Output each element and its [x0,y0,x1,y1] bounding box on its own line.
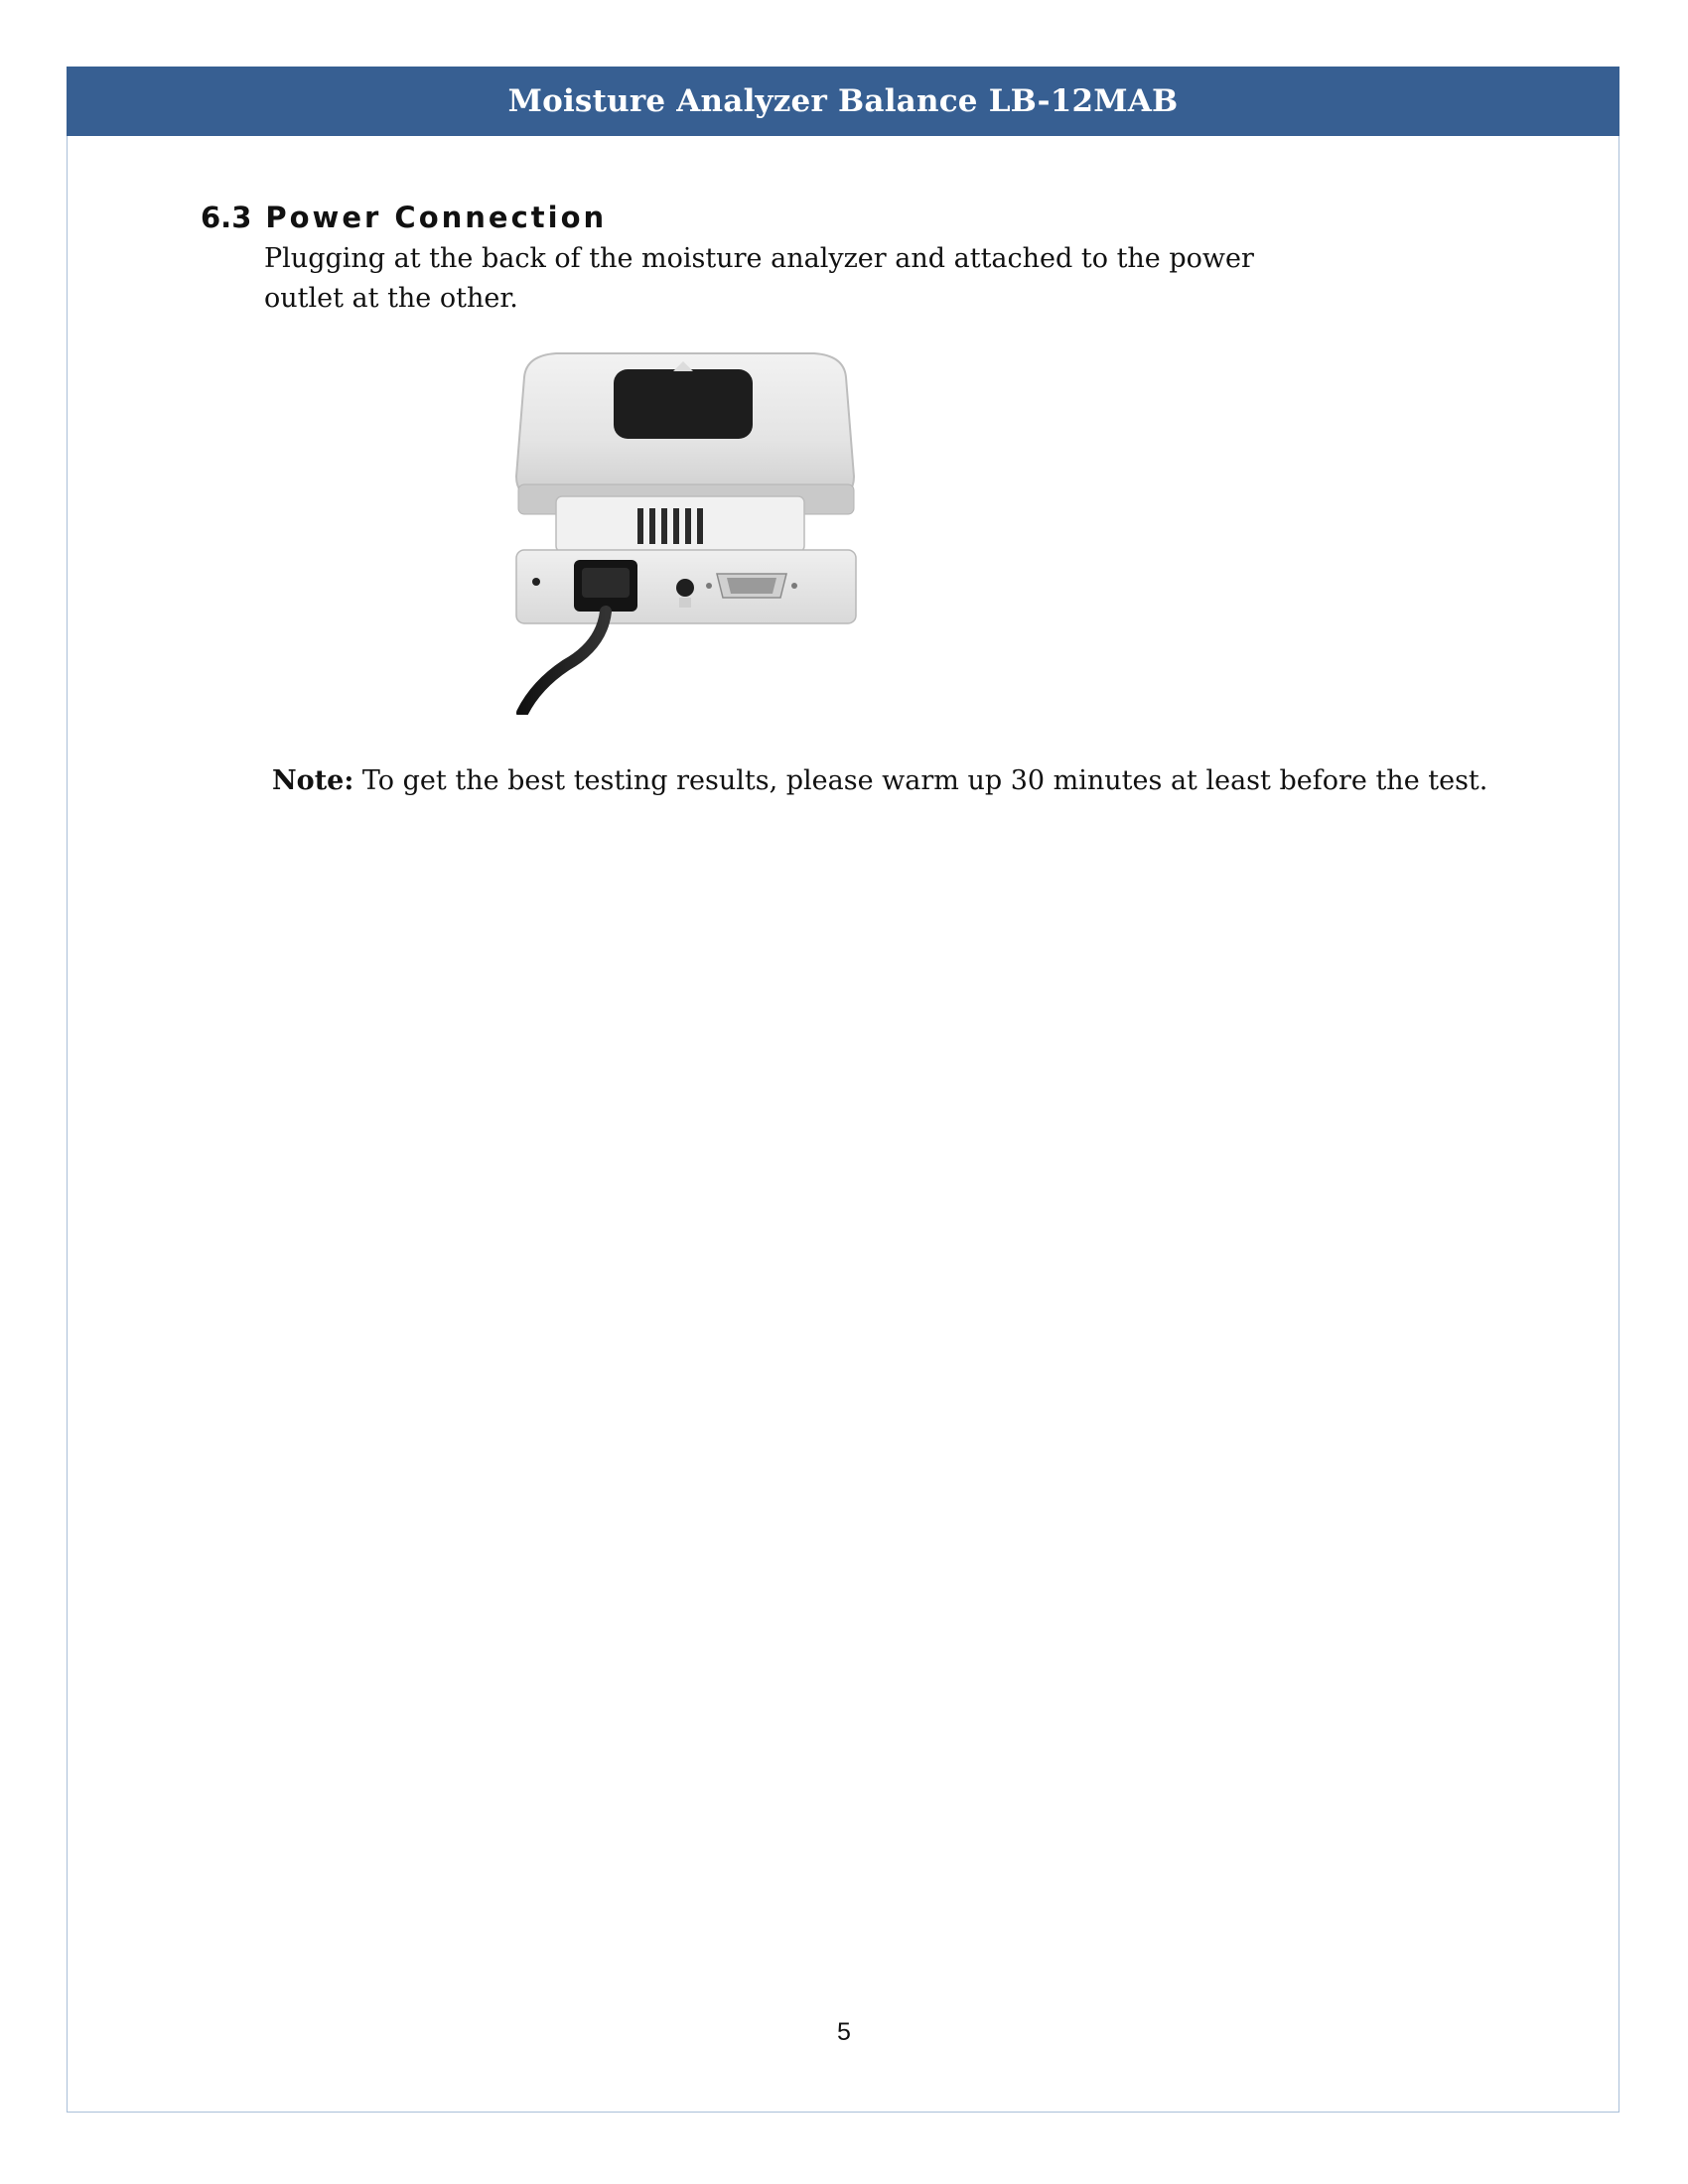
page-header-title: Moisture Analyzer Balance LB-12MAB [507,83,1179,119]
section-number: 6.3 [201,201,252,234]
moisture-analyzer-illustration [496,347,874,715]
note [272,765,1487,796]
section-title: Power Connection [265,201,608,234]
section-body-text: Plugging at the back of the moisture analyzer and attached to the power outlet at the other. [264,243,1254,314]
section-heading [201,201,607,234]
page-number: 5 [837,2018,851,2046]
note-text: To get the best testing results, please warm up 30 minutes at least before the test. [353,765,1488,796]
note-label: Note: [272,765,354,796]
device-photo [496,347,874,715]
page-header [67,67,1619,136]
